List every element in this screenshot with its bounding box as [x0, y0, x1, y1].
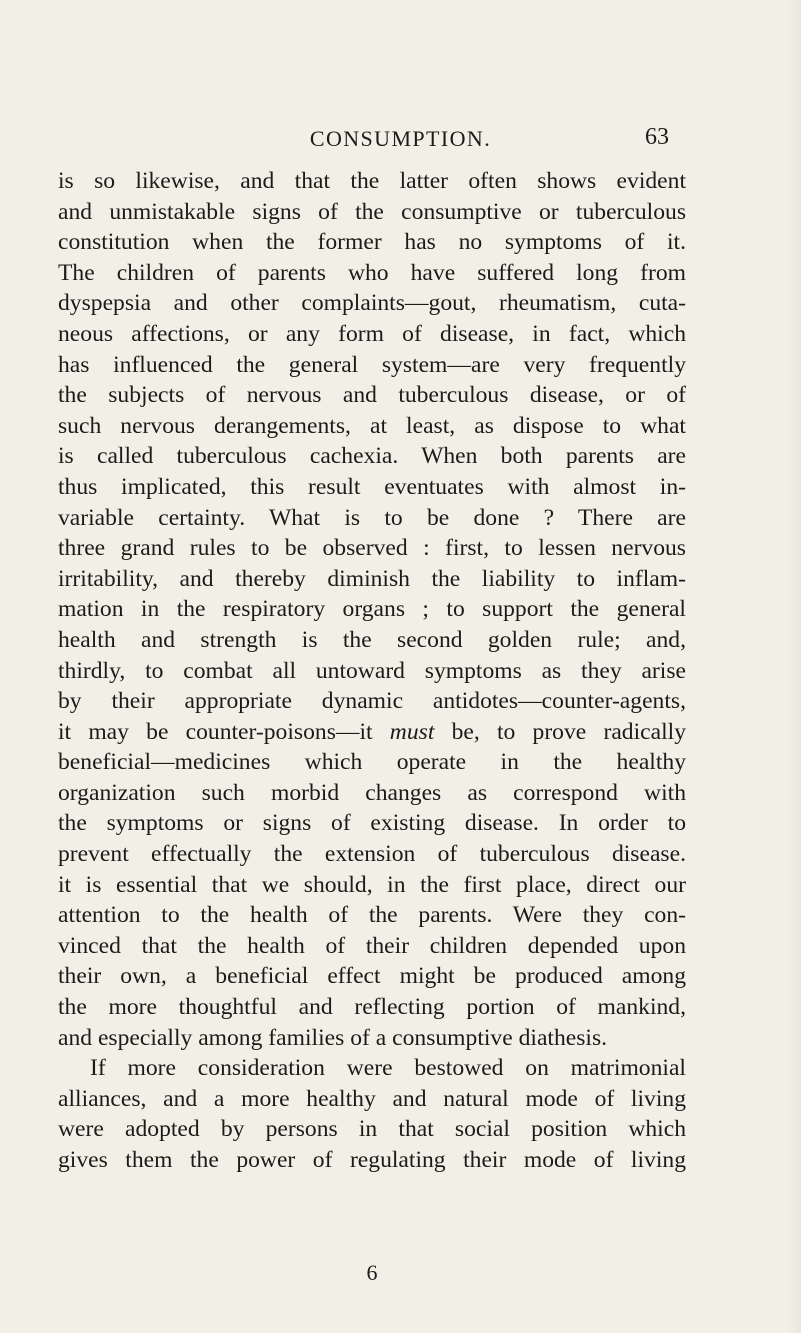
text-line: their own, a beneficial effect might be produced among [58, 963, 686, 990]
running-head [0, 118, 801, 158]
running-title: CONSUMPTION. [309, 126, 492, 151]
page-number: 63 [645, 124, 669, 150]
text-line: vinced that the health of their children depended upon [58, 932, 686, 959]
text-line: The children of parents who have suffered long from [58, 259, 686, 286]
text-line: dyspepsia and other complaints—gout, rheumatism, cuta- [58, 290, 686, 317]
text-line: by their appropriate dynamic antidotes—counter-agents, [58, 688, 686, 715]
body-text [58, 166, 686, 1176]
text-line: is called tuberculous cachexia. When both parents are [58, 443, 686, 470]
text-line: thirdly, to combat all untoward symptoms as they arise [58, 657, 686, 684]
text-line: thus implicated, this result eventuates with almost in- [58, 473, 686, 500]
text-line: is so likewise, and that the latter often shows evident [58, 168, 686, 194]
text-line: constitution when the former has no symptoms of it. [58, 229, 686, 256]
text-line: has influenced the general system—are very frequently [58, 351, 686, 378]
page-edge [787, 0, 801, 1333]
text-line: and unmistakable signs of the consumptive or tuberculous [58, 198, 686, 225]
text-line: beneficial—medicines which operate in the healthy [58, 749, 686, 776]
text-line: variable certainty. What is to be done ? There are [58, 504, 686, 531]
text-line: mation in the respiratory organs ; to support the general [58, 596, 686, 623]
text-line: it may be counter-poisons—it must be, to prove radically [58, 718, 686, 745]
text-line: it is essential that we should, in the first place, direct our [58, 871, 686, 898]
text-line: the symptoms or signs of existing disease. In order to [58, 810, 686, 837]
text-line: the subjects of nervous and tuberculous disease, or of [58, 382, 686, 409]
text-line: irritability, and thereby diminish the liability to inflam- [58, 565, 686, 592]
text-line: prevent effectually the extension of tuberculous disease. [58, 841, 686, 868]
text-line: attention to the health of the parents. Were they con- [58, 902, 686, 929]
text-line: were adopted by persons in that social position which [58, 1116, 686, 1143]
text-line: three grand rules to be observed : first, to lessen nervous [58, 535, 686, 562]
text-line: alliances, and a more healthy and natural mode of living [58, 1085, 686, 1112]
signature-mark: 6 [366, 1260, 378, 1285]
text-line: organization such morbid changes as correspond with [58, 779, 686, 806]
text-line: the more thoughtful and reflecting portion of mankind, [58, 994, 686, 1021]
emphasis-text: must [389, 718, 435, 745]
text-line: neous affections, or any form of disease, in fact, which [58, 320, 686, 347]
text-line: health and strength is the second golden rule; and, [58, 626, 686, 653]
text-line: and especially among families of a consumptive diathesis. [58, 1024, 608, 1051]
text-line: such nervous derangements, at least, as dispose to what [58, 412, 686, 439]
text-line: If more consideration were bestowed on matrimonial [90, 1055, 686, 1082]
text-line: gives them the power of regulating their mode of living [58, 1147, 686, 1173]
